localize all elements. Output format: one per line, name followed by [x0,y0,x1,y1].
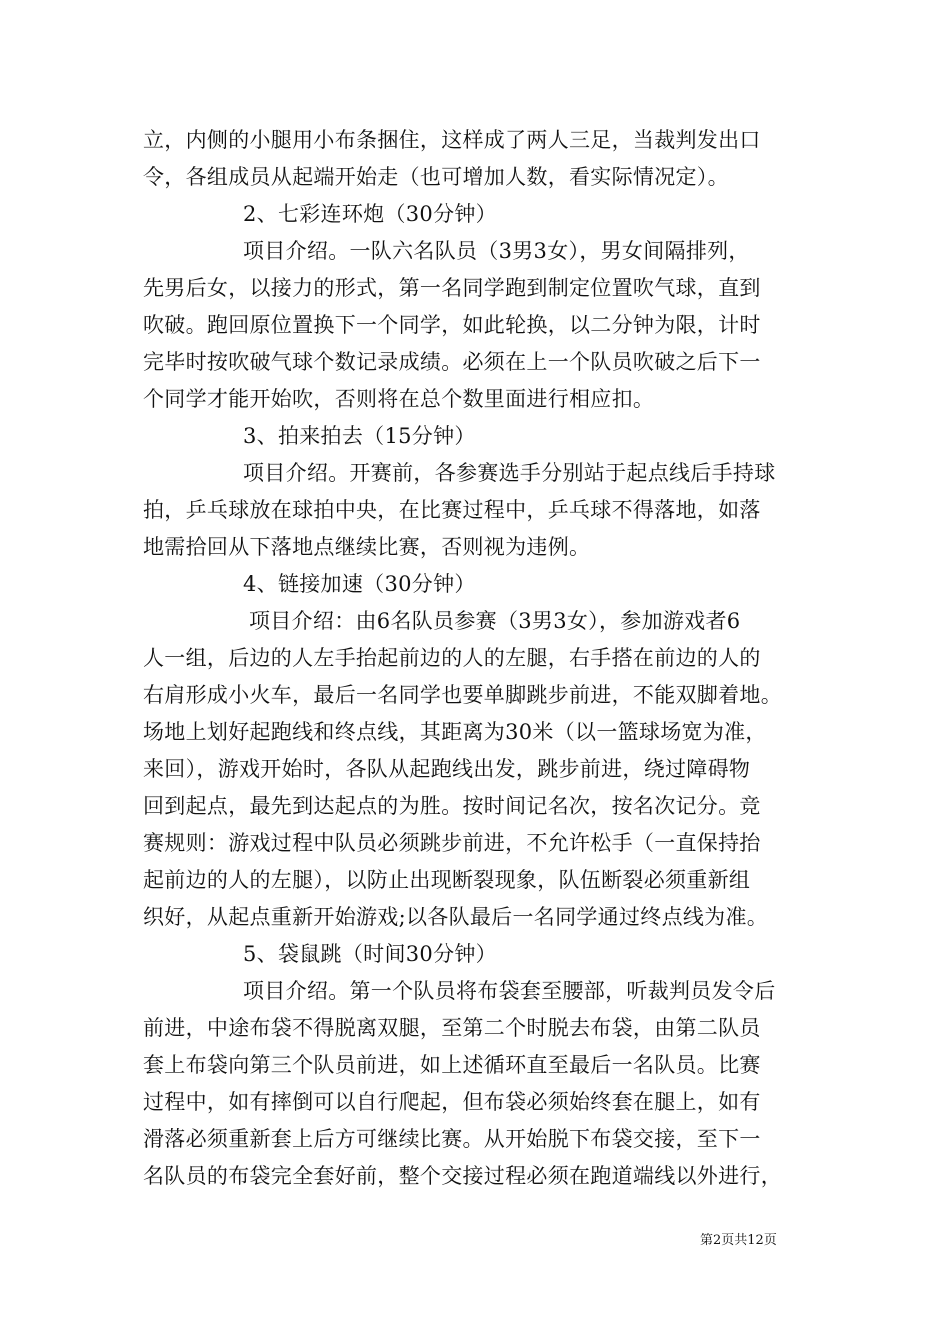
text-line: 令，各组成员从起端开始走（也可增加人数，看实际情况定）。 [143,165,729,189]
text-line: 前进，中途布袋不得脱离双腿，至第二个时脱去布袋，由第二队员 [143,1016,761,1040]
text-line: 右肩形成小火车，最后一名同学也要单脚跳步前进，不能双脚着地。 [143,683,782,707]
section-heading: 4、链接加速（30分钟） [243,572,476,596]
section-heading: 5、袋鼠跳（时间30分钟） [243,942,497,966]
text-line: 完毕时按吹破气球个数记录成绩。必须在上一个队员吹破之后下一 [143,350,761,374]
text-line: 项目介绍。开赛前，各参赛选手分别站于起点线后手持球 [243,461,776,485]
text-line: 吹破。跑回原位置换下一个同学，如此轮换，以二分钟为限，计时 [143,313,761,337]
section-heading: 2、七彩连环炮（30分钟） [243,202,497,226]
text-line: 赛规则：游戏过程中队员必须跳步前进，不允许松手（一直保持抬 [143,831,761,855]
document-body [143,122,813,1195]
text-line: 项目介绍。一队六名队员（3男3女），男女间隔排列， [243,239,750,263]
text-line: 场地上划好起跑线和终点线，其距离为30米（以一篮球场宽为准， [143,720,767,744]
page-number-footer: 第2页共12页 [700,1233,777,1248]
text-line: 先男后女，以接力的形式，第一名同学跑到制定位置吹气球，直到 [143,276,761,300]
text-line: 来回），游戏开始时，各队从起跑线出发，跳步前进，绕过障碍物 [143,757,751,781]
text-line: 项目介绍。第一个队员将布袋套至腰部，听裁判员发令后 [243,979,776,1003]
text-line: 回到起点，最先到达起点的为胜。按时间记名次，按名次记分。竞 [143,794,761,818]
section-heading: 3、拍来拍去（15分钟） [243,424,476,448]
text-line: 拍，乒乓球放在球拍中央，在比赛过程中，乒乓球不得落地，如落 [143,498,761,522]
text-line: 起前边的人的左腿），以防止出现断裂现象，队伍断裂必须重新组 [143,868,751,892]
text-line: 地需拾回从下落地点继续比赛，否则视为违例。 [143,535,591,559]
text-line: 项目介绍：由6名队员参赛（3男3女），参加游戏者6 [249,609,741,633]
text-line: 名队员的布袋完全套好前，整个交接过程必须在跑道端线以外进行， [143,1164,782,1188]
text-line: 套上布袋向第三个队员前进，如上述循环直至最后一名队员。比赛 [143,1053,761,1077]
text-line: 人一组，后边的人左手抬起前边的人的左腿，右手搭在前边的人的 [143,646,761,670]
text-line: 织好，从起点重新开始游戏;以各队最后一名同学通过终点线为准。 [143,905,769,929]
text-line: 滑落必须重新套上后方可继续比赛。从开始脱下布袋交接，至下一 [143,1127,761,1151]
text-line: 立，内侧的小腿用小布条捆住，这样成了两人三足，当裁判发出口 [143,128,761,152]
text-line: 个同学才能开始吹，否则将在总个数里面进行相应扣。 [143,387,655,411]
text-line: 过程中，如有摔倒可以自行爬起，但布袋必须始终套在腿上，如有 [143,1090,761,1114]
